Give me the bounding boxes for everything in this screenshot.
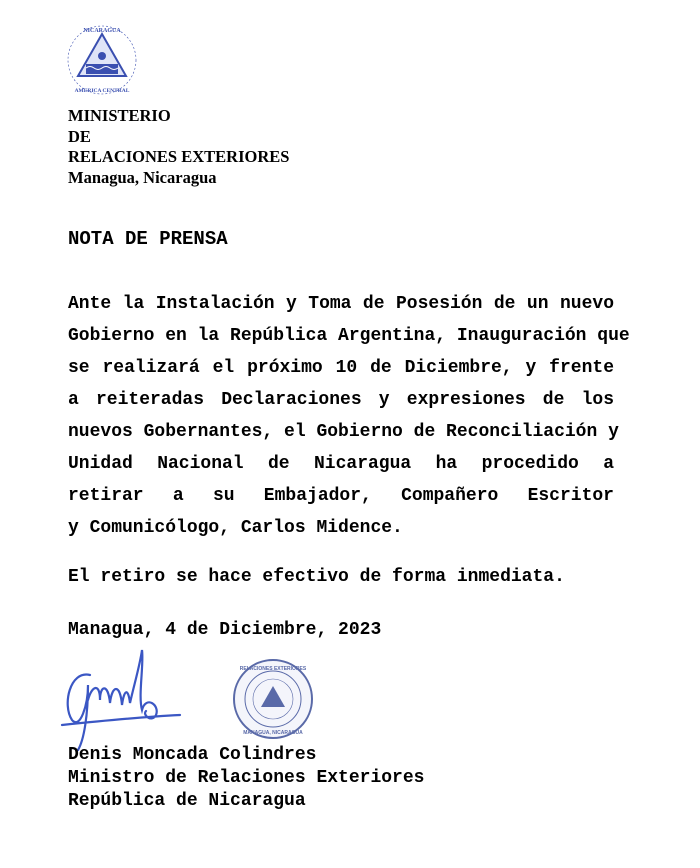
body-line: se realizará el próximo 10 de Diciembre, y frente: [68, 358, 614, 378]
letterhead-line: RELACIONES EXTERIORES: [68, 147, 290, 166]
signer-block: [68, 744, 424, 813]
retiro-statement: El retiro se hace efectivo de forma inmediata.: [68, 567, 565, 587]
body-line: y Comunicólogo, Carlos Midence.: [68, 518, 403, 538]
document-title: NOTA DE PRENSA: [68, 228, 228, 250]
letterhead: [68, 106, 289, 188]
body-line: Ante la Instalación y Toma de Posesión de un nuevo: [68, 294, 614, 314]
letterhead-line: Managua, Nicaragua: [68, 167, 217, 187]
body-line: Unidad Nacional de Nicaragua ha procedido a: [68, 454, 614, 474]
body-line: retirar a su Embajador, Compañero Escritor: [68, 486, 614, 506]
letterhead-line: MINISTERIO: [68, 106, 171, 125]
nicaragua-coat-of-arms-seal: [66, 24, 138, 96]
body-line: a reiteradas Declaraciones y expresiones de los: [68, 390, 614, 410]
svg-text:RELACIONES EXTERIORES: RELACIONES EXTERIORES: [239, 666, 307, 672]
svg-text:AMERICA CENTRAL: AMERICA CENTRAL: [74, 88, 130, 94]
svg-text:NICARAGUA: NICARAGUA: [83, 28, 121, 34]
ministry-stamp: [232, 658, 314, 740]
signer-country: República de Nicaragua: [68, 791, 306, 811]
body-line: nuevos Gobernantes, el Gobierno de Reconciliación y: [68, 422, 619, 442]
signer-name: Denis Moncada Colindres: [68, 745, 317, 765]
letterhead-line: DE: [68, 126, 91, 146]
svg-text:MANAGUA, NICARAGUA: MANAGUA, NICARAGUA: [243, 730, 303, 736]
body-paragraph: [68, 288, 630, 544]
signer-position: Ministro de Relaciones Exteriores: [68, 768, 425, 788]
body-line: Gobierno en la República Argentina, Inauguración que: [68, 326, 630, 346]
handwritten-signature: [60, 645, 220, 755]
date-line: Managua, 4 de Diciembre, 2023: [68, 620, 382, 640]
